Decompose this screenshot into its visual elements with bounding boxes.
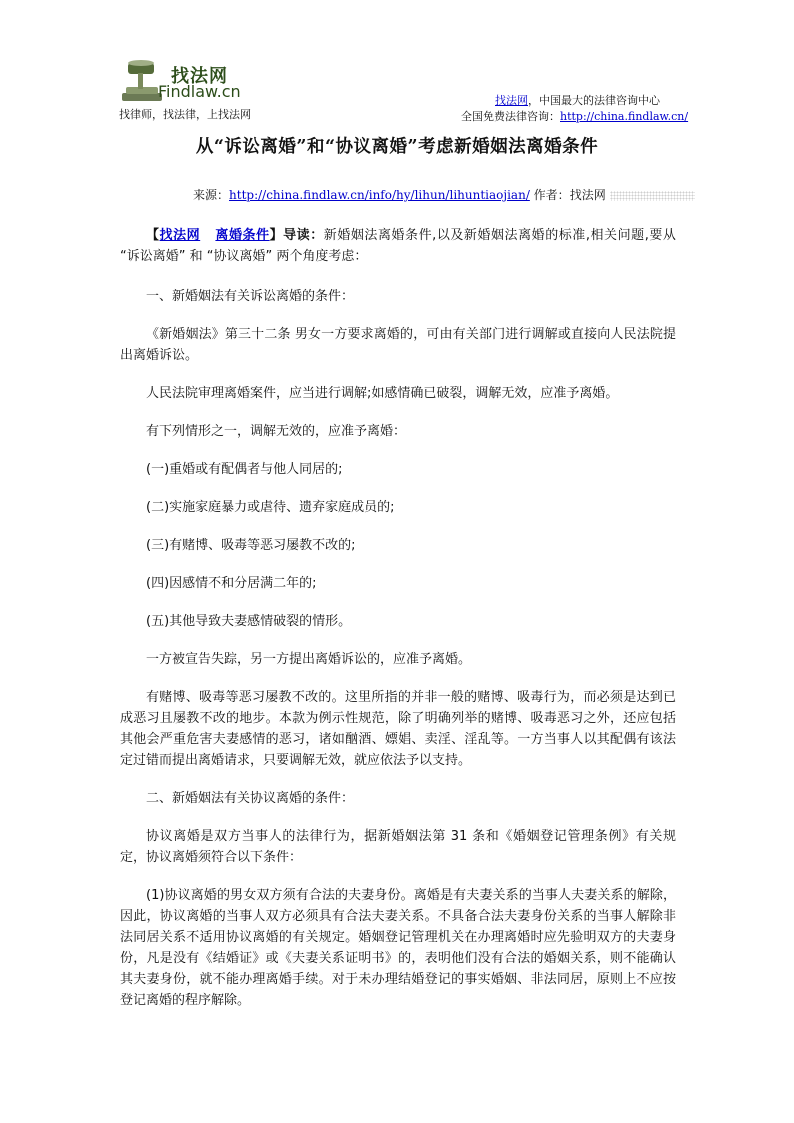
- site-tagline: [495, 92, 660, 108]
- intro-text: 新婚姻法离婚条件,以及新婚姻法离婚的标准,相关问题,要从 “诉讼离婚” 和 “协议离婚” 两个角度考虑：: [120, 228, 676, 264]
- hotline-label: 全国免费法律咨询：: [461, 110, 560, 123]
- intro-paragraph: [120, 225, 676, 267]
- tag-link-divorce-conditions[interactable]: 离婚条件: [215, 228, 270, 243]
- list-item: (一)重婚或有配偶者与他人同居的;: [146, 462, 343, 477]
- site-link[interactable]: 找法网: [495, 94, 528, 107]
- paragraph: 《新婚姻法》第三十二条 男女一方要求离婚的，可由有关部门进行调解或直接向人民法院提出离婚诉讼。: [120, 327, 676, 363]
- site-desc: ，中国最大的法律咨询中心: [528, 94, 660, 107]
- source-line: [193, 186, 695, 203]
- dotted-decoration: [610, 191, 695, 201]
- paragraph: 协议离婚是双方当事人的法律行为，据新婚姻法第 31 条和《婚姻登记管理条例》有关规定，协议离婚须符合以下条件：: [120, 829, 676, 865]
- intro-label: 导读：: [283, 228, 324, 243]
- logo-text-en: Findlaw.cn: [158, 82, 241, 101]
- article-body: [120, 225, 676, 1028]
- author-label: 作者：: [529, 188, 570, 202]
- paragraph: 有赌博、吸毒等恶习屡教不改的。这里所指的并非一般的赌博、吸毒行为，而必须是达到已成恶习且屡教不改的地步。本款为例示性规范，除了明确列举的赌博、吸毒恶习之外，还应包括其他会严重危害夫妻感情的恶习，诸如酗酒、嫖娼、卖淫、淫乱等。一方当事人以其配偶有该法定过错而提出离婚请求，只要调解无效，就应依法予以支持。: [120, 690, 676, 768]
- intro-bracket-close: 】: [269, 228, 284, 243]
- paragraph: 一方被宣告失踪，另一方提出离婚诉讼的，应准予离婚。: [146, 652, 472, 667]
- list-item: (二)实施家庭暴力或虐待、遗弃家庭成员的;: [146, 500, 395, 515]
- tag-link-findlaw[interactable]: 找法网: [159, 228, 201, 243]
- list-item: (五)其他导致夫妻感情破裂的情形。: [146, 614, 352, 629]
- paragraph: 有下列情形之一，调解无效的，应准予离婚：: [146, 424, 407, 439]
- hotline: [461, 108, 688, 124]
- list-item: (三)有赌博、吸毒等恶习屡教不改的;: [146, 538, 356, 553]
- source-label: 来源：: [193, 188, 230, 202]
- logo-text-cn: 找法网: [171, 66, 228, 87]
- paragraph: 人民法院审理离婚案件，应当进行调解;如感情确已破裂，调解无效，应准予离婚。: [146, 386, 619, 401]
- author-name: 找法网: [569, 188, 606, 202]
- list-item: (四)因感情不和分居满二年的;: [146, 576, 317, 591]
- hotline-url-link[interactable]: http://china.findlaw.cn/: [560, 110, 689, 123]
- section-heading-agreement: 二、新婚姻法有关协议离婚的条件：: [146, 791, 355, 806]
- intro-bracket-open: 【: [146, 228, 160, 243]
- section-heading-litigation: 一、新婚姻法有关诉讼离婚的条件：: [146, 289, 355, 304]
- source-url-link[interactable]: http://china.findlaw.cn/info/hy/lihun/lihuntiaojian/: [229, 188, 530, 202]
- paragraph: (1)协议离婚的男女双方须有合法的夫妻身份。离婚是有夫妻关系的当事人夫妻关系的解除，因此，协议离婚的当事人双方必须具有合法夫妻关系。不具备合法夫妻身份关系的当事人解除非法同居关系不适用协议离婚的有关规定。婚姻登记管理机关在办理离婚时应先验明双方的夫妻身份，凡是没有《结婚证》或《夫妻关系证明书》的，表明他们没有合法的婚姻关系，则不能确认其夫妻身份，就不能办理离婚手续。对于未办理结婚登记的事实婚姻、非法同居，原则上不应按登记离婚的程序解除。: [120, 888, 676, 1008]
- slogan: 找律师，找法律，上找法网: [119, 108, 251, 121]
- article-title: 从“诉讼离婚”和“协议离婚”考虑新婚姻法离婚条件: [195, 137, 599, 157]
